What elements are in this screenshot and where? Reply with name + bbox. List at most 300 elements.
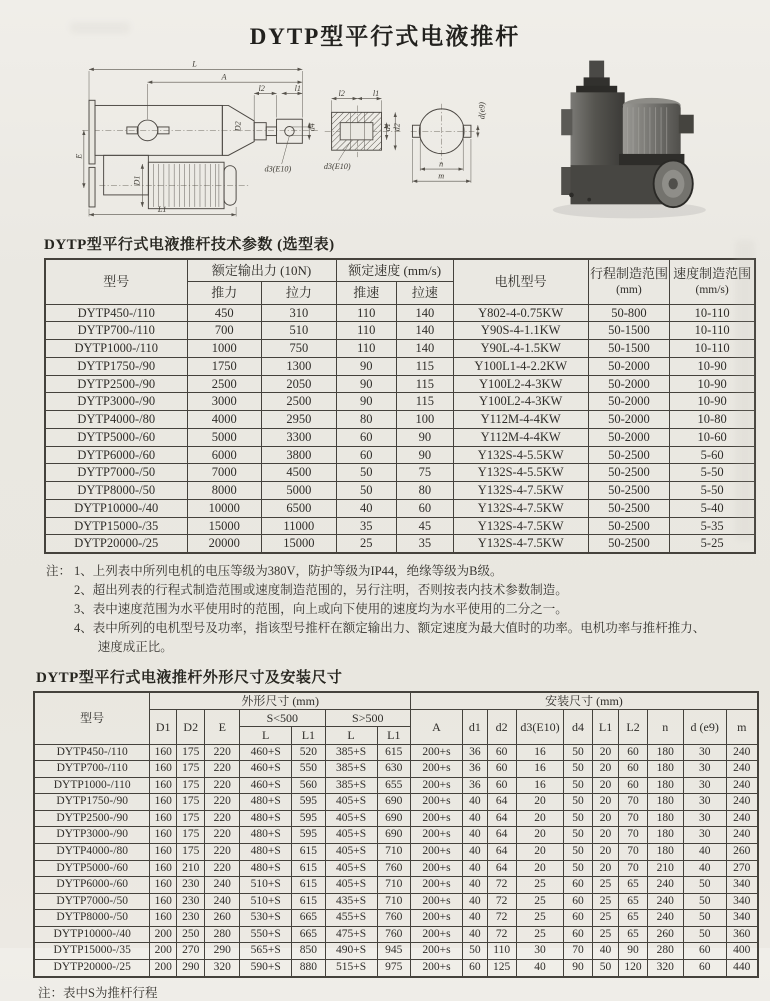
table-row [45,517,755,535]
model-cell: DYTP1000-/110 [45,340,187,358]
dim-label-l2: l2 [258,83,265,93]
model-cell: DYTP20000-/25 [45,535,187,553]
value-cell: Y100L2-4-3KW [453,393,588,411]
value-cell: 550 [292,761,325,778]
value-cell: 200 [150,959,177,976]
value-cell: 50 [683,926,726,943]
scan-artifact [70,22,130,34]
value-cell: 220 [205,794,240,811]
value-cell: 70 [619,860,647,877]
value-cell: 160 [150,777,177,794]
model-cell: DYTP7000-/50 [45,464,187,482]
value-cell: 260 [647,926,683,943]
value-cell: 385+S [325,761,377,778]
model-cell: DYTP2500-/90 [45,375,187,393]
value-cell: 615 [292,860,325,877]
value-cell: 3000 [187,393,262,411]
value-cell: 1300 [262,357,337,375]
value-cell: 25 [516,926,564,943]
col-E: E [205,710,240,744]
value-cell: 270 [177,943,205,960]
dimension-drawing [60,59,512,219]
value-cell: Y132S-4-7.5KW [453,517,588,535]
value-cell: 320 [647,959,683,976]
value-cell: 45 [396,517,453,535]
value-cell: 490+S [325,943,377,960]
value-cell: 20 [592,827,619,844]
value-cell: 180 [647,810,683,827]
value-cell: 60 [564,926,592,943]
table-row [45,304,755,322]
value-cell: 5000 [262,482,337,500]
value-cell: 655 [377,777,410,794]
value-cell: 710 [377,877,410,894]
value-cell: 30 [516,943,564,960]
value-cell: 70 [619,810,647,827]
dimensions-table [33,691,759,977]
value-cell: 40 [516,959,564,976]
value-cell: 50-1500 [588,340,670,358]
value-cell: 10000 [187,499,262,517]
value-cell: 115 [396,375,453,393]
value-cell: Y132S-4-7.5KW [453,482,588,500]
col-L-gt: L [325,727,377,744]
value-cell: 405+S [325,827,377,844]
value-cell: 3800 [262,446,337,464]
value-cell: 50-1500 [588,322,670,340]
col-motor: 电机型号 [453,259,588,304]
value-cell: 5-35 [670,517,755,535]
value-cell: 615 [292,877,325,894]
value-cell: 50 [564,860,592,877]
value-cell: 25 [516,893,564,910]
model-cell: DYTP700-/110 [34,761,150,778]
value-cell: 15000 [187,517,262,535]
col-push-force: 推力 [187,282,262,304]
value-cell: Y802-4-0.75KW [453,304,588,322]
value-cell: 240 [205,893,240,910]
table-row [45,535,755,553]
model-cell: DYTP1750-/90 [45,357,187,375]
value-cell: 140 [396,322,453,340]
value-cell: 200+s [410,943,462,960]
value-cell: 50 [564,794,592,811]
value-cell: 7000 [187,464,262,482]
value-cell: 595 [292,827,325,844]
col-pull-force: 拉力 [262,282,337,304]
value-cell: 230 [177,910,205,927]
value-cell: 2950 [262,411,337,429]
value-cell: 240 [726,777,758,794]
note-item: 3、表中速度范围为水平使用时的范围，向上或向下使用的速度均为水平使用的二分之一。 [74,602,568,617]
table-row [34,959,758,976]
figure [0,51,770,223]
value-cell: 200+s [410,794,462,811]
model-cell: DYTP7000-/50 [34,893,150,910]
dim-label-L1: L1 [157,205,167,215]
table-row [34,910,758,927]
value-cell: 40 [463,794,488,811]
value-cell: 80 [336,411,396,429]
value-cell: 220 [205,860,240,877]
value-cell: 50 [564,810,592,827]
value-cell: 2050 [262,375,337,393]
value-cell: 310 [262,304,337,322]
group-install-dims: 安装尺寸 (mm) [410,692,758,710]
value-cell: Y112M-4-4KW [453,428,588,446]
value-cell: 250 [177,926,205,943]
value-cell: 72 [487,893,516,910]
value-cell: 8000 [187,482,262,500]
detail-label-l1: l1 [372,88,380,98]
value-cell: 385+S [325,744,377,761]
value-cell: 72 [487,877,516,894]
value-cell: 10-60 [670,428,755,446]
value-cell: 40 [463,860,488,877]
value-cell: 880 [292,959,325,976]
value-cell: 405+S [325,810,377,827]
value-cell: 385+S [325,777,377,794]
value-cell: 710 [377,844,410,861]
value-cell: 20 [592,844,619,861]
value-cell: 480+S [240,844,292,861]
table-row [34,926,758,943]
value-cell: 175 [177,794,205,811]
model-cell: DYTP5000-/60 [34,860,150,877]
table-row [45,322,755,340]
value-cell: 180 [647,761,683,778]
value-cell: 615 [377,744,410,761]
value-cell: 480+S [240,860,292,877]
value-cell: 50-2000 [588,411,670,429]
table-row [34,827,758,844]
table-row [34,810,758,827]
value-cell: 240 [726,794,758,811]
value-cell: 90 [396,428,453,446]
value-cell: 200+s [410,926,462,943]
spec-table [44,258,756,554]
col-n: n [647,710,683,744]
col-rated-speed: 额定速度 (mm/s) [336,259,453,282]
col-rated-force: 额定输出力 (10N) [187,259,336,282]
value-cell: 20 [592,794,619,811]
value-cell: 220 [205,777,240,794]
flange-label-d-e9: d(e9) [477,101,487,120]
value-cell: 60 [564,893,592,910]
value-cell: 160 [150,827,177,844]
value-cell: 200+s [410,910,462,927]
value-cell: 435+S [325,893,377,910]
value-cell: 35 [396,535,453,553]
value-cell: 30 [683,761,726,778]
value-cell: 50 [683,877,726,894]
product-photo-svg [530,55,738,223]
value-cell: 10-90 [670,393,755,411]
value-cell: 50 [564,744,592,761]
value-cell: 115 [396,393,453,411]
dim-label-D1: D1 [132,175,142,186]
value-cell: 50-2500 [588,482,670,500]
value-cell: 615 [292,893,325,910]
value-cell: 25 [592,926,619,943]
value-cell: 25 [336,535,396,553]
value-cell: 20 [516,860,564,877]
value-cell: 175 [177,744,205,761]
value-cell: 50 [564,844,592,861]
value-cell: 320 [205,959,240,976]
spec-table-body [45,304,755,553]
notes-label: 注： [46,564,72,579]
value-cell: 200+s [410,877,462,894]
header-unit-line: (mm/s) [695,284,729,297]
value-cell: 160 [150,794,177,811]
value-cell: 160 [150,810,177,827]
value-cell: 240 [726,761,758,778]
value-cell: 10-110 [670,322,755,340]
value-cell: 60 [683,943,726,960]
table-row [45,446,755,464]
value-cell: 50-2000 [588,375,670,393]
value-cell: 50 [336,482,396,500]
page-title: DYTP型平行式电液推杆 [249,24,521,49]
value-cell: 15000 [262,535,337,553]
value-cell: Y132S-4-7.5KW [453,499,588,517]
model-cell: DYTP3000-/90 [34,827,150,844]
product-photo [530,55,738,223]
value-cell: 240 [726,744,758,761]
value-cell: 65 [619,910,647,927]
value-cell: 690 [377,794,410,811]
value-cell: 400 [726,943,758,960]
value-cell: 30 [683,810,726,827]
table-row [45,464,755,482]
value-cell: 340 [726,910,758,927]
value-cell: 210 [647,860,683,877]
section1-title: DYTP型平行式电液推杆技术参数 (选型表) [44,237,335,253]
value-cell: 175 [177,761,205,778]
value-cell: 1000 [187,340,262,358]
col-stroke-range [588,259,670,304]
model-cell: DYTP10000-/40 [34,926,150,943]
value-cell: 50-2500 [588,446,670,464]
note-item: 2、超出列表的行程式制造范围或速度制造范围的，另行注明，否则按表内技术参数制造。 [74,583,568,598]
dim-label-d4: d4 [307,123,317,132]
value-cell: 515+S [325,959,377,976]
value-cell: 40 [336,499,396,517]
value-cell: 510+S [240,877,292,894]
value-cell: 405+S [325,860,377,877]
table-row [45,499,755,517]
scan-artifact [735,240,755,540]
detail-label-d1: d1 [383,123,393,132]
value-cell: Y90S-4-1.1KW [453,322,588,340]
value-cell: 60 [463,959,488,976]
value-cell: 115 [396,357,453,375]
value-cell: Y132S-4-5.5KW [453,464,588,482]
value-cell: 690 [377,827,410,844]
value-cell: 220 [205,810,240,827]
value-cell: 64 [487,860,516,877]
table-row [34,877,758,894]
value-cell: 40 [463,810,488,827]
value-cell: 5-60 [670,446,755,464]
value-cell: 220 [205,761,240,778]
value-cell: 240 [726,827,758,844]
col-d1: d1 [463,710,488,744]
value-cell: 160 [150,877,177,894]
value-cell: 665 [292,910,325,927]
value-cell: 220 [205,844,240,861]
value-cell: 405+S [325,794,377,811]
value-cell: 110 [336,340,396,358]
value-cell: 60 [619,777,647,794]
value-cell: 36 [463,744,488,761]
value-cell: 11000 [262,517,337,535]
value-cell: 60 [564,877,592,894]
value-cell: 50 [463,943,488,960]
value-cell: 64 [487,810,516,827]
model-cell: DYTP15000-/35 [45,517,187,535]
note-item: 1、上列表中所列电机的电压等级为380V，防护等级为IP44，绝缘等级为B级。 [74,564,503,579]
value-cell: 200+s [410,959,462,976]
value-cell: 40 [463,827,488,844]
value-cell: 25 [592,893,619,910]
table-row [34,943,758,960]
col-L1-gt: L1 [377,727,410,744]
value-cell: 20 [592,744,619,761]
value-cell: 25 [592,877,619,894]
value-cell: 550+S [240,926,292,943]
table-row [45,428,755,446]
col-L2: L2 [619,710,647,744]
value-cell: 200 [150,943,177,960]
value-cell: 60 [396,499,453,517]
value-cell: 35 [336,517,396,535]
value-cell: 240 [647,877,683,894]
value-cell: 200+s [410,810,462,827]
col-d-e9: d (e9) [683,710,726,744]
value-cell: 20000 [187,535,262,553]
value-cell: 440 [726,959,758,976]
header-unit-line: (mm) [616,284,642,297]
value-cell: 2500 [262,393,337,411]
value-cell: 160 [150,893,177,910]
value-cell: 30 [683,794,726,811]
model-cell: DYTP4000-/80 [34,844,150,861]
dim-label-l1: l1 [294,83,301,93]
value-cell: 560 [292,777,325,794]
note-item: 4、表中所列的电机型号及功率，指该型号推杆在额定输出力、额定速度为最大值时的功率。电机功率与推杆推力、速度成正比。 [74,621,706,655]
value-cell: 36 [463,777,488,794]
value-cell: 590+S [240,959,292,976]
value-cell: 10-110 [670,304,755,322]
col-L1-lt: L1 [292,727,325,744]
value-cell: 160 [150,910,177,927]
value-cell: 25 [516,877,564,894]
value-cell: 260 [205,910,240,927]
value-cell: 180 [647,844,683,861]
col-d4: d4 [564,710,592,744]
value-cell: 405+S [325,844,377,861]
col-push-speed: 推速 [336,282,396,304]
table-row [45,482,755,500]
value-cell: 16 [516,744,564,761]
value-cell: 64 [487,827,516,844]
group-outline-dims: 外形尺寸 (mm) [150,692,411,710]
value-cell: 70 [564,943,592,960]
value-cell: 120 [619,959,647,976]
dimensions-table-body [34,744,758,976]
value-cell: 175 [177,844,205,861]
value-cell: 665 [292,926,325,943]
model-cell: DYTP10000-/40 [45,499,187,517]
value-cell: 50-800 [588,304,670,322]
col-L-lt: L [240,727,292,744]
model-cell: DYTP2500-/90 [34,810,150,827]
value-cell: 50 [592,959,619,976]
table-row [34,860,758,877]
value-cell: 50 [564,827,592,844]
value-cell: 50-2000 [588,357,670,375]
value-cell: 180 [647,744,683,761]
value-cell: 40 [463,877,488,894]
model-cell: DYTP4000-/80 [45,411,187,429]
value-cell: 50 [683,910,726,927]
value-cell: 520 [292,744,325,761]
value-cell: 200+s [410,777,462,794]
table-row [34,844,758,861]
flange-label-m: m [438,171,445,181]
value-cell: 750 [262,340,337,358]
value-cell: 510 [262,322,337,340]
value-cell: 160 [150,860,177,877]
value-cell: 40 [592,943,619,960]
value-cell: 50 [683,893,726,910]
value-cell: 20 [592,761,619,778]
value-cell: 50 [336,464,396,482]
value-cell: 200 [150,926,177,943]
value-cell: 72 [487,910,516,927]
value-cell: 160 [150,761,177,778]
value-cell: 10-90 [670,375,755,393]
value-cell: 50-2000 [588,393,670,411]
note-list [46,562,706,657]
dim-label-D2: D2 [233,121,243,132]
value-cell: 360 [726,926,758,943]
value-cell: 65 [619,926,647,943]
value-cell: 60 [336,428,396,446]
value-cell: 5-25 [670,535,755,553]
value-cell: 240 [205,877,240,894]
value-cell: 240 [726,810,758,827]
value-cell: 30 [683,777,726,794]
value-cell: 60 [619,744,647,761]
value-cell: 50-2500 [588,517,670,535]
value-cell: 565+S [240,943,292,960]
value-cell: 460+S [240,744,292,761]
value-cell: 200+s [410,844,462,861]
value-cell: 140 [396,304,453,322]
value-cell: 40 [463,844,488,861]
value-cell: 455+S [325,910,377,927]
value-cell: 180 [647,777,683,794]
value-cell: 6000 [187,446,262,464]
value-cell: Y100L1-4-2.2KW [453,357,588,375]
value-cell: 60 [336,446,396,464]
value-cell: 60 [487,744,516,761]
value-cell: 3300 [262,428,337,446]
value-cell: 10-80 [670,411,755,429]
